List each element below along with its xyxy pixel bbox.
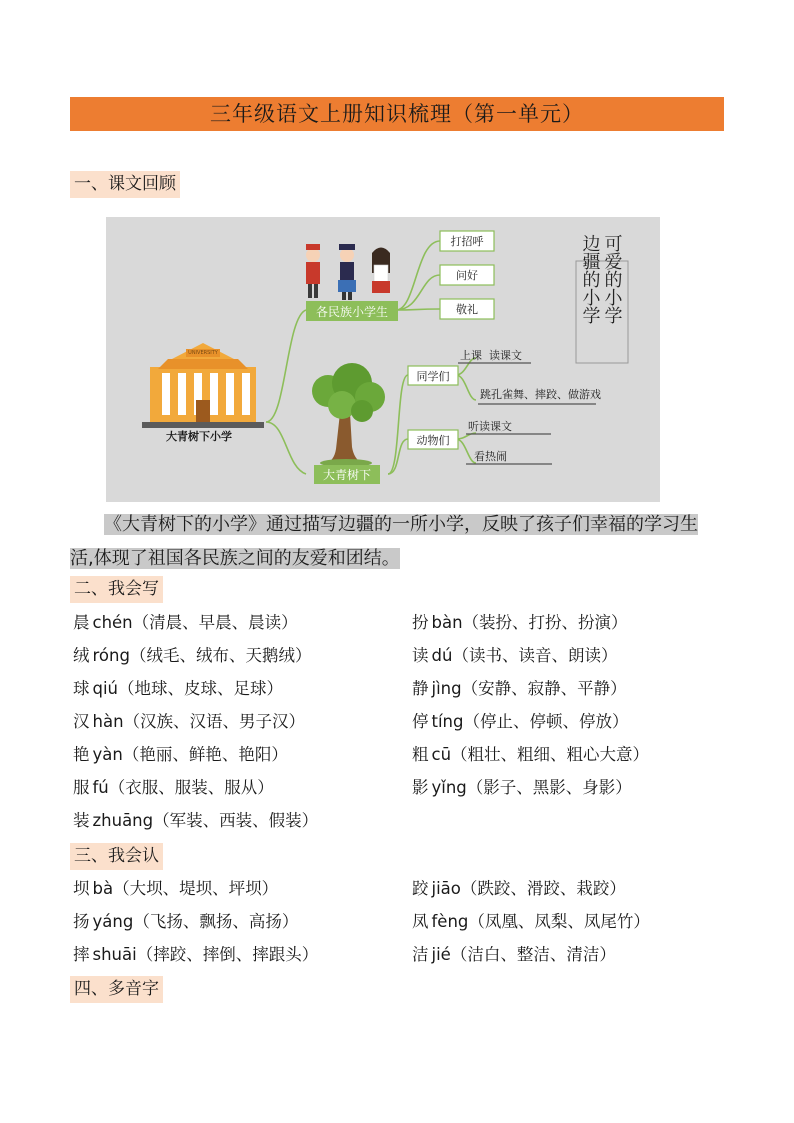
write-word-right-1: 扮 bàn（装扮、打扮、扮演） [412,613,628,632]
recognize-word-right-3: 洁 jié（洁白、整洁、清洁） [412,945,616,964]
recognize-word-left-3: 摔 shuāi（摔跤、摔倒、摔跟头） [73,945,319,964]
classmates-item-2: 跳孔雀舞、摔跤、做游戏 [480,388,601,401]
branch-salute: 敬礼 [456,303,478,316]
summary-line-1: 《大青树下的小学》通过描写边疆的一所小学，反映了孩子们幸福的学习生 [104,514,698,535]
write-word-left-7: 装 zhuāng（军装、西装、假装） [73,811,319,830]
animals-item-1: 听读课文 [468,420,512,433]
write-word-left-4: 汉 hàn（汉族、汉语、男子汉） [73,712,306,731]
write-word-left-2: 绒 róng（绒毛、绒布、天鹅绒） [73,646,312,665]
write-word-right-4: 停 tíng（停止、停顿、停放） [412,712,629,731]
summary-line-2: 活,体现了祖国各民族之间的友爱和团结。 [70,548,400,569]
mind-map-underlines [458,363,596,464]
recognize-word-right-1: 跤 jiāo（跌跤、滑跤、栽跤） [412,879,626,898]
write-word-left-3: 球 qiú（地球、皮球、足球） [73,679,284,698]
section-heading-review: 一、课文回顾 [70,171,180,198]
school-sign-text: UNIVERSITY [188,350,218,356]
students-node-label: 各民族小学生 [315,305,389,319]
section-heading-polyphone: 四、多音字 [70,976,163,1003]
vertical-title-col2: 边疆的小学 [579,234,601,324]
school-label: 大青树下小学 [166,430,232,443]
summary-paragraph [70,508,720,576]
write-word-left-1: 晨 chén（清晨、早晨、晨读） [73,613,298,632]
animals-node-label: 动物们 [416,434,450,447]
mind-map-graphic [106,217,660,502]
write-word-right-3: 静 jìng（安静、寂静、平静） [412,679,627,698]
branch-hello: 问好 [456,269,478,282]
write-word-left-5: 艳 yàn（艳丽、鲜艳、艳阳） [73,745,288,764]
vertical-title-col1: 可爱的小学 [601,234,623,324]
branch-greet: 打招呼 [450,235,484,248]
recognize-word-left-1: 坝 bà（大坝、堤坝、坪坝） [73,879,279,898]
classmates-item-1: 上课 读课文 [460,349,522,362]
tree-icon [312,363,385,467]
classmates-node-label: 同学们 [416,370,450,383]
write-word-left-6: 服 fú（衣服、服装、服从） [73,778,274,797]
page-title: 三年级语文上册知识梳理（第一单元） [70,97,724,131]
recognize-word-left-2: 扬 yáng（飞扬、飘扬、高扬） [73,912,299,931]
students-figures-icon [306,244,390,300]
section-heading-recognize: 三、我会认 [70,843,163,870]
tree-node-label: 大青树下 [322,468,372,482]
recognize-word-right-2: 凤 fèng（凤凰、凤梨、凤尾竹） [412,912,650,931]
section-heading-write: 二、我会写 [70,576,163,603]
animals-item-2: 看热闹 [474,450,507,463]
write-word-right-2: 读 dú（读书、读音、朗读） [412,646,618,665]
write-word-right-6: 影 yǐng（影子、黑影、身影） [412,778,632,797]
mind-map [106,217,660,502]
write-word-right-5: 粗 cū（粗壮、粗细、粗心大意） [412,745,650,764]
